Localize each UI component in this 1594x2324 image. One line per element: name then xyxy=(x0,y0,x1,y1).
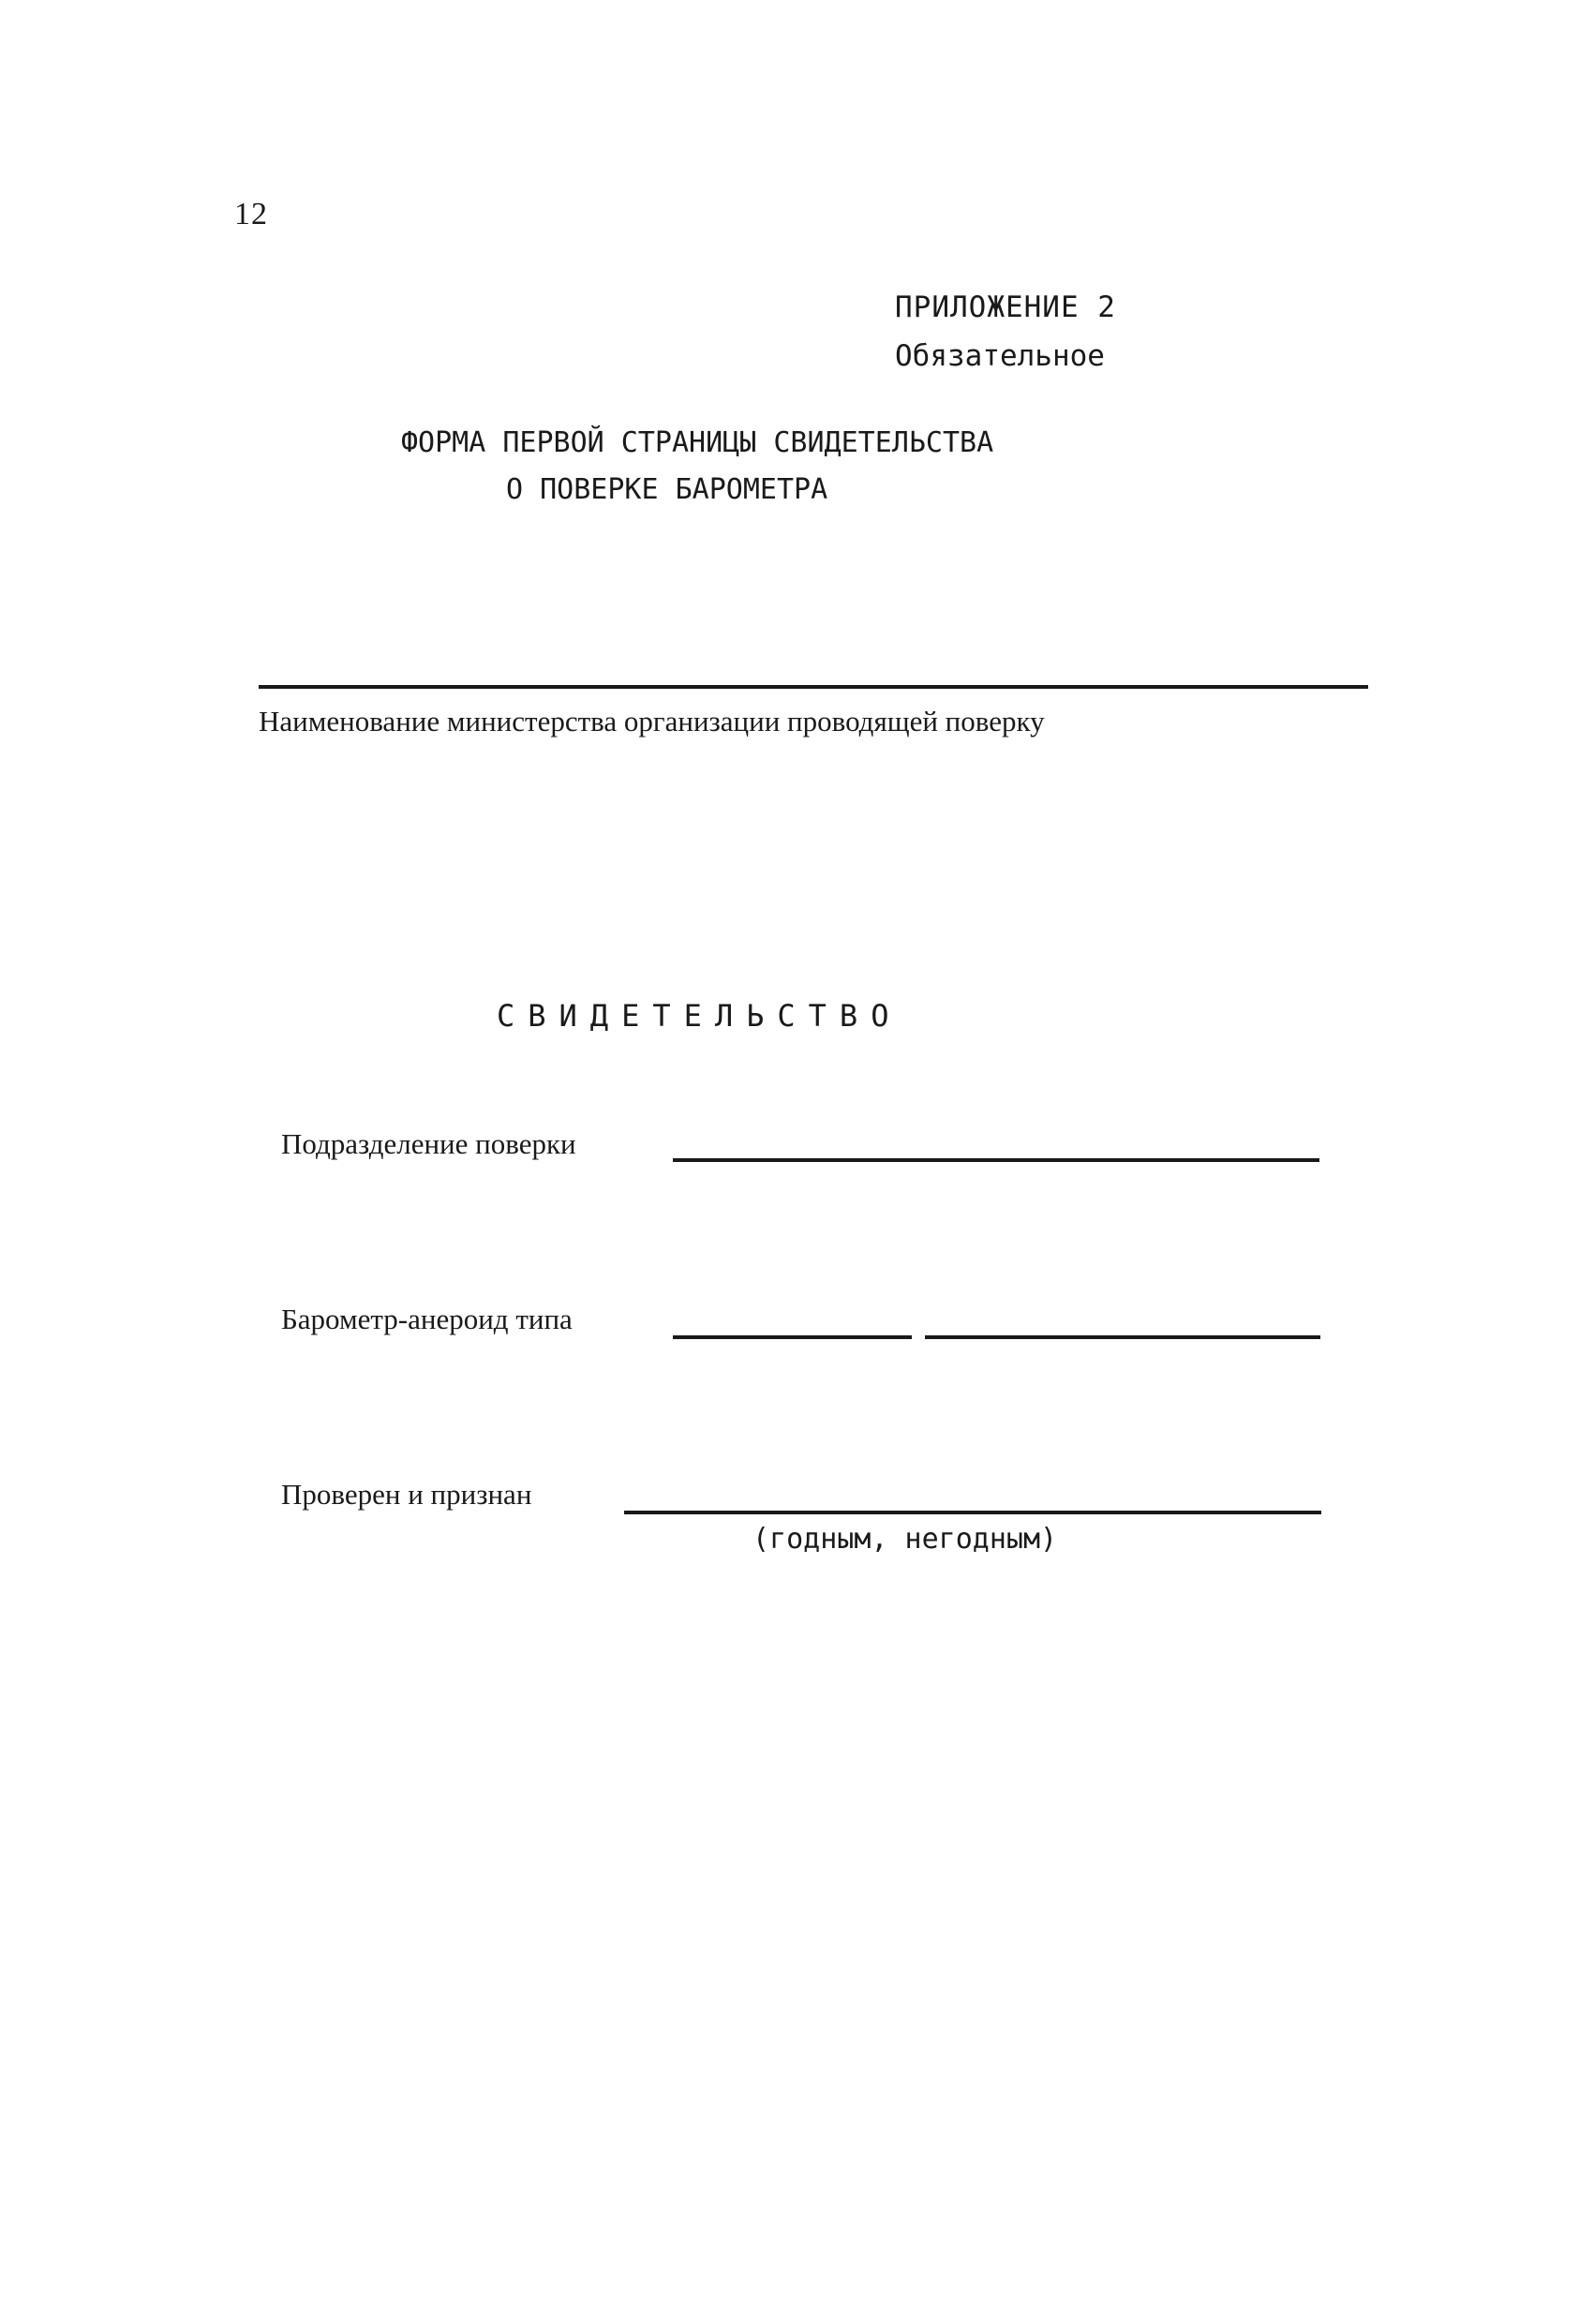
form-title-line-1: ФОРМА ПЕРВОЙ СТРАНИЦЫ СВИДЕТЕЛЬСТВА xyxy=(401,426,994,459)
barometer-type-label: Барометр-анероид типа xyxy=(281,1303,573,1335)
organization-name-caption: Наименование министерства организации проводящей поверку xyxy=(259,705,1045,737)
verdict-label: Проверен и признан xyxy=(281,1478,532,1511)
document-title: СВИДЕТЕЛЬСТВО xyxy=(497,998,902,1034)
page-number: 12 xyxy=(234,197,268,231)
verdict-hint: (годным, негодным) xyxy=(752,1523,1058,1556)
subdivision-label: Подразделение поверки xyxy=(281,1127,576,1160)
barometer-type-field[interactable] xyxy=(673,1335,912,1339)
form-title-line-2: О ПОВЕРКЕ БАРОМЕТРА xyxy=(506,473,828,506)
subdivision-field[interactable] xyxy=(673,1158,1319,1162)
verdict-field[interactable] xyxy=(624,1511,1321,1514)
organization-name-line[interactable] xyxy=(259,685,1368,689)
appendix-title: ПРИЛОЖЕНИЕ 2 xyxy=(895,290,1116,324)
appendix-status: Обязательное xyxy=(895,339,1105,373)
barometer-number-field[interactable] xyxy=(925,1335,1320,1339)
